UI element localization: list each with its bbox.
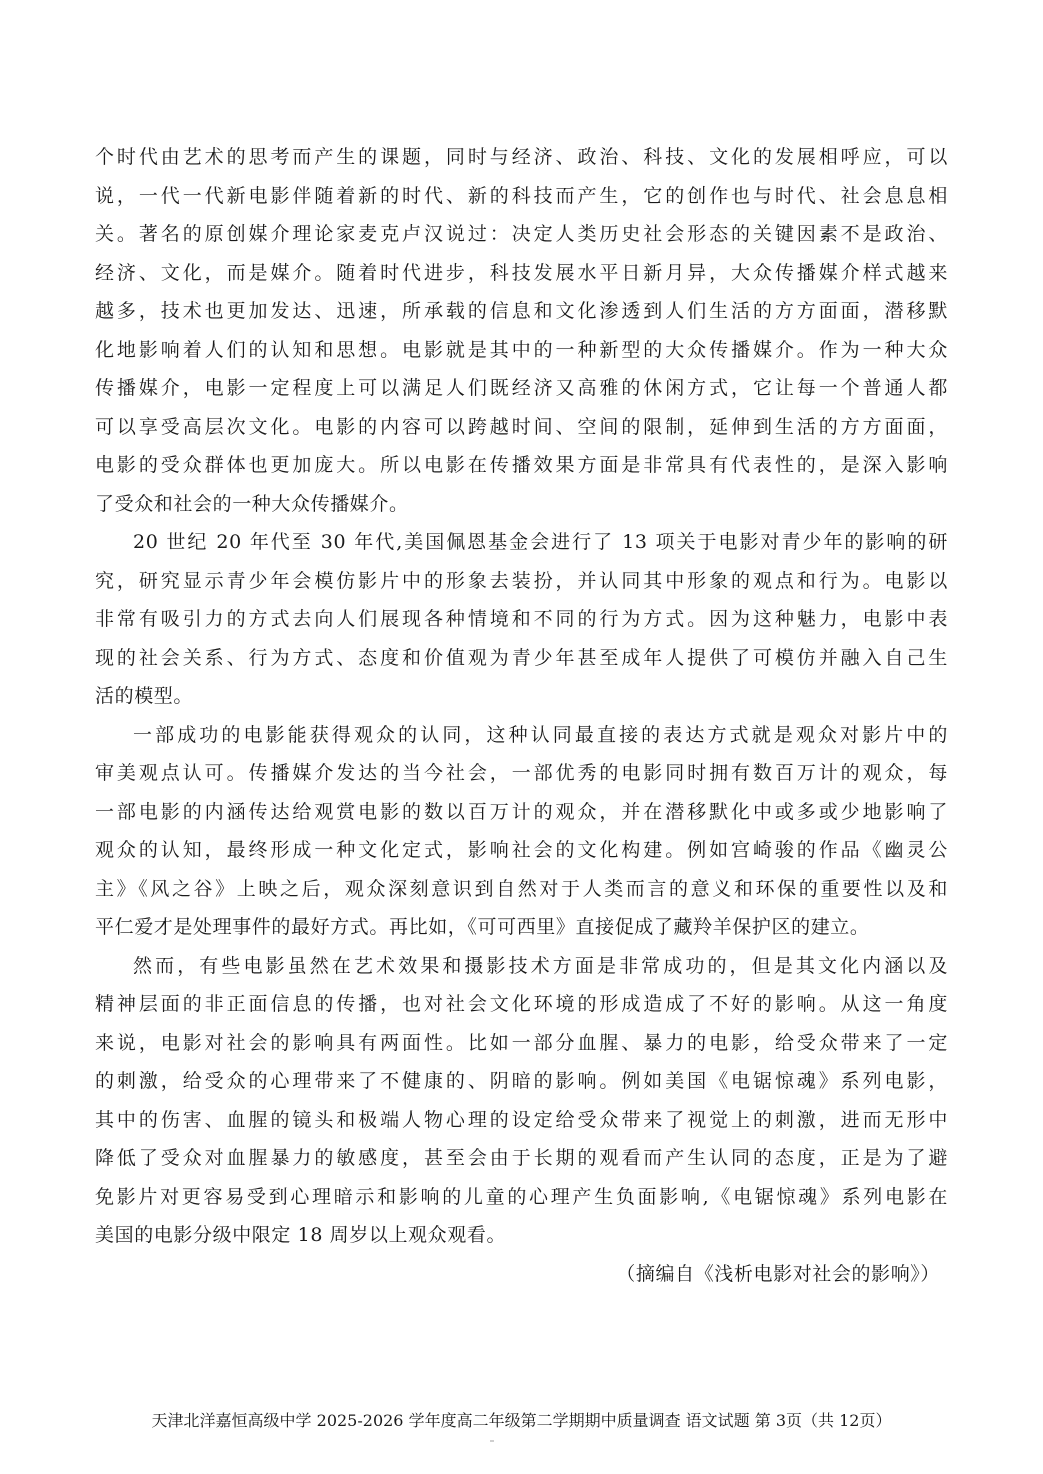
text-line: 美国的电影分级中限定 18 周岁以上观众观看。 (95, 1224, 507, 1246)
text-line: 主》《风之谷》上映之后，观众深刻意识到自然对于人类而言的意义和环保的重要性以及和 (95, 877, 948, 900)
text-line: 来说，电影对社会的影响具有两面性。比如一部分血腥、暴力的电影，给受众带来了一定 (95, 1031, 948, 1054)
text-line: 传播媒介，电影一定程度上可以满足人们既经济又高雅的休闲方式，它让每一个普通人都 (95, 377, 948, 399)
source-citation: （摘编自《浅析电影对社会的影响》） (616, 1262, 940, 1285)
scan-artifact (490, 1440, 494, 1442)
text-line: 审美观点认可。传播媒介发达的当今社会，一部优秀的电影同时拥有数百万计的观众，每 (95, 762, 948, 784)
text-line: 了受众和社会的一种大众传播媒介。 (95, 492, 409, 515)
text-line: 免影片对更容易受到心理暗示和影响的儿童的心理产生负面影响,《电锯惊魂》系列电影在 (95, 1185, 948, 1208)
passage-text (95, 138, 948, 1293)
text-line: 说，一代一代新电影伴随着新的时代、新的科技而产生，它的创作也与时代、社会息息相 (95, 184, 948, 207)
text-line: 精神层面的非正面信息的传播，也对社会文化环境的形成造成了不好的影响。从这一角度 (95, 993, 948, 1015)
text-line: 一部电影的内涵传达给观赏电影的数以百万计的观众，并在潜移默化中或多或少地影响了 (95, 800, 948, 823)
text-line: 化地影响着人们的认知和思想。电影就是其中的一种新型的大众传播媒介。作为一种大众 (95, 338, 948, 361)
text-line: 非常有吸引力的方式去向人们展现各种情境和不同的行为方式。因为这种魅力，电影中表 (95, 608, 948, 630)
text-line: 观众的认知，最终形成一种文化定式，影响社会的文化构建。例如宫崎骏的作品《幽灵公 (95, 839, 948, 861)
text-line: 个时代由艺术的思考而产生的课题，同时与经济、政治、科技、文化的发展相呼应，可以 (95, 146, 948, 168)
text-line: 然而，有些电影虽然在艺术效果和摄影技术方面是非常成功的，但是其文化内涵以及 (133, 954, 948, 977)
text-line: 现的社会关系、行为方式、态度和价值观为青少年甚至成年人提供了可模仿并融入自己生 (95, 646, 948, 669)
page-footer: 天津北洋嘉恒高级中学 2025-2026 学年度高二年级第二学期期中质量调查 语文试题 第 3页（共 12页） (151, 1411, 892, 1430)
text-line: 降低了受众对血腥暴力的敏感度，甚至会由于长期的观看而产生认同的态度，正是为了避 (95, 1147, 948, 1169)
text-line: 电影的受众群体也更加庞大。所以电影在传播效果方面是非常具有代表性的，是深入影响 (95, 454, 948, 476)
text-line: 其中的伤害、血腥的镜头和极端人物心理的设定给受众带来了视觉上的刺激，进而无形中 (95, 1108, 948, 1131)
text-line: 关。著名的原创媒介理论家麦克卢汉说过：决定人类历史社会形态的关键因素不是政治、 (95, 223, 948, 245)
text-line: 究，研究显示青少年会模仿影片中的形象去装扮，并认同其中形象的观点和行为。电影以 (95, 569, 948, 592)
text-line: 可以享受高层次文化。电影的内容可以跨越时间、空间的限制，延伸到生活的方方面面， (95, 415, 948, 438)
text-line: 的刺激，给受众的心理带来了不健康的、阴暗的影响。例如美国《电锯惊魂》系列电影， (95, 1070, 948, 1092)
text-line: 越多，技术也更加发达、迅速，所承载的信息和文化渗透到人们生活的方方面面，潜移默 (95, 300, 948, 322)
text-line: 平仁爱才是处理事件的最好方式。再比如，《可可西里》直接促成了藏羚羊保护区的建立。 (95, 916, 870, 938)
text-line: 一部成功的电影能获得观众的认同，这种认同最直接的表达方式就是观众对影片中的 (133, 723, 948, 746)
text-line: 20 世纪 20 年代至 30 年代,美国佩恩基金会进行了 13 项关于电影对青少年的影响的研 (133, 531, 948, 553)
text-line: 活的模型。 (95, 685, 194, 707)
text-line: 经济、文化，而是媒介。随着时代进步，科技发展水平日新月异，大众传播媒介样式越来 (95, 261, 948, 284)
